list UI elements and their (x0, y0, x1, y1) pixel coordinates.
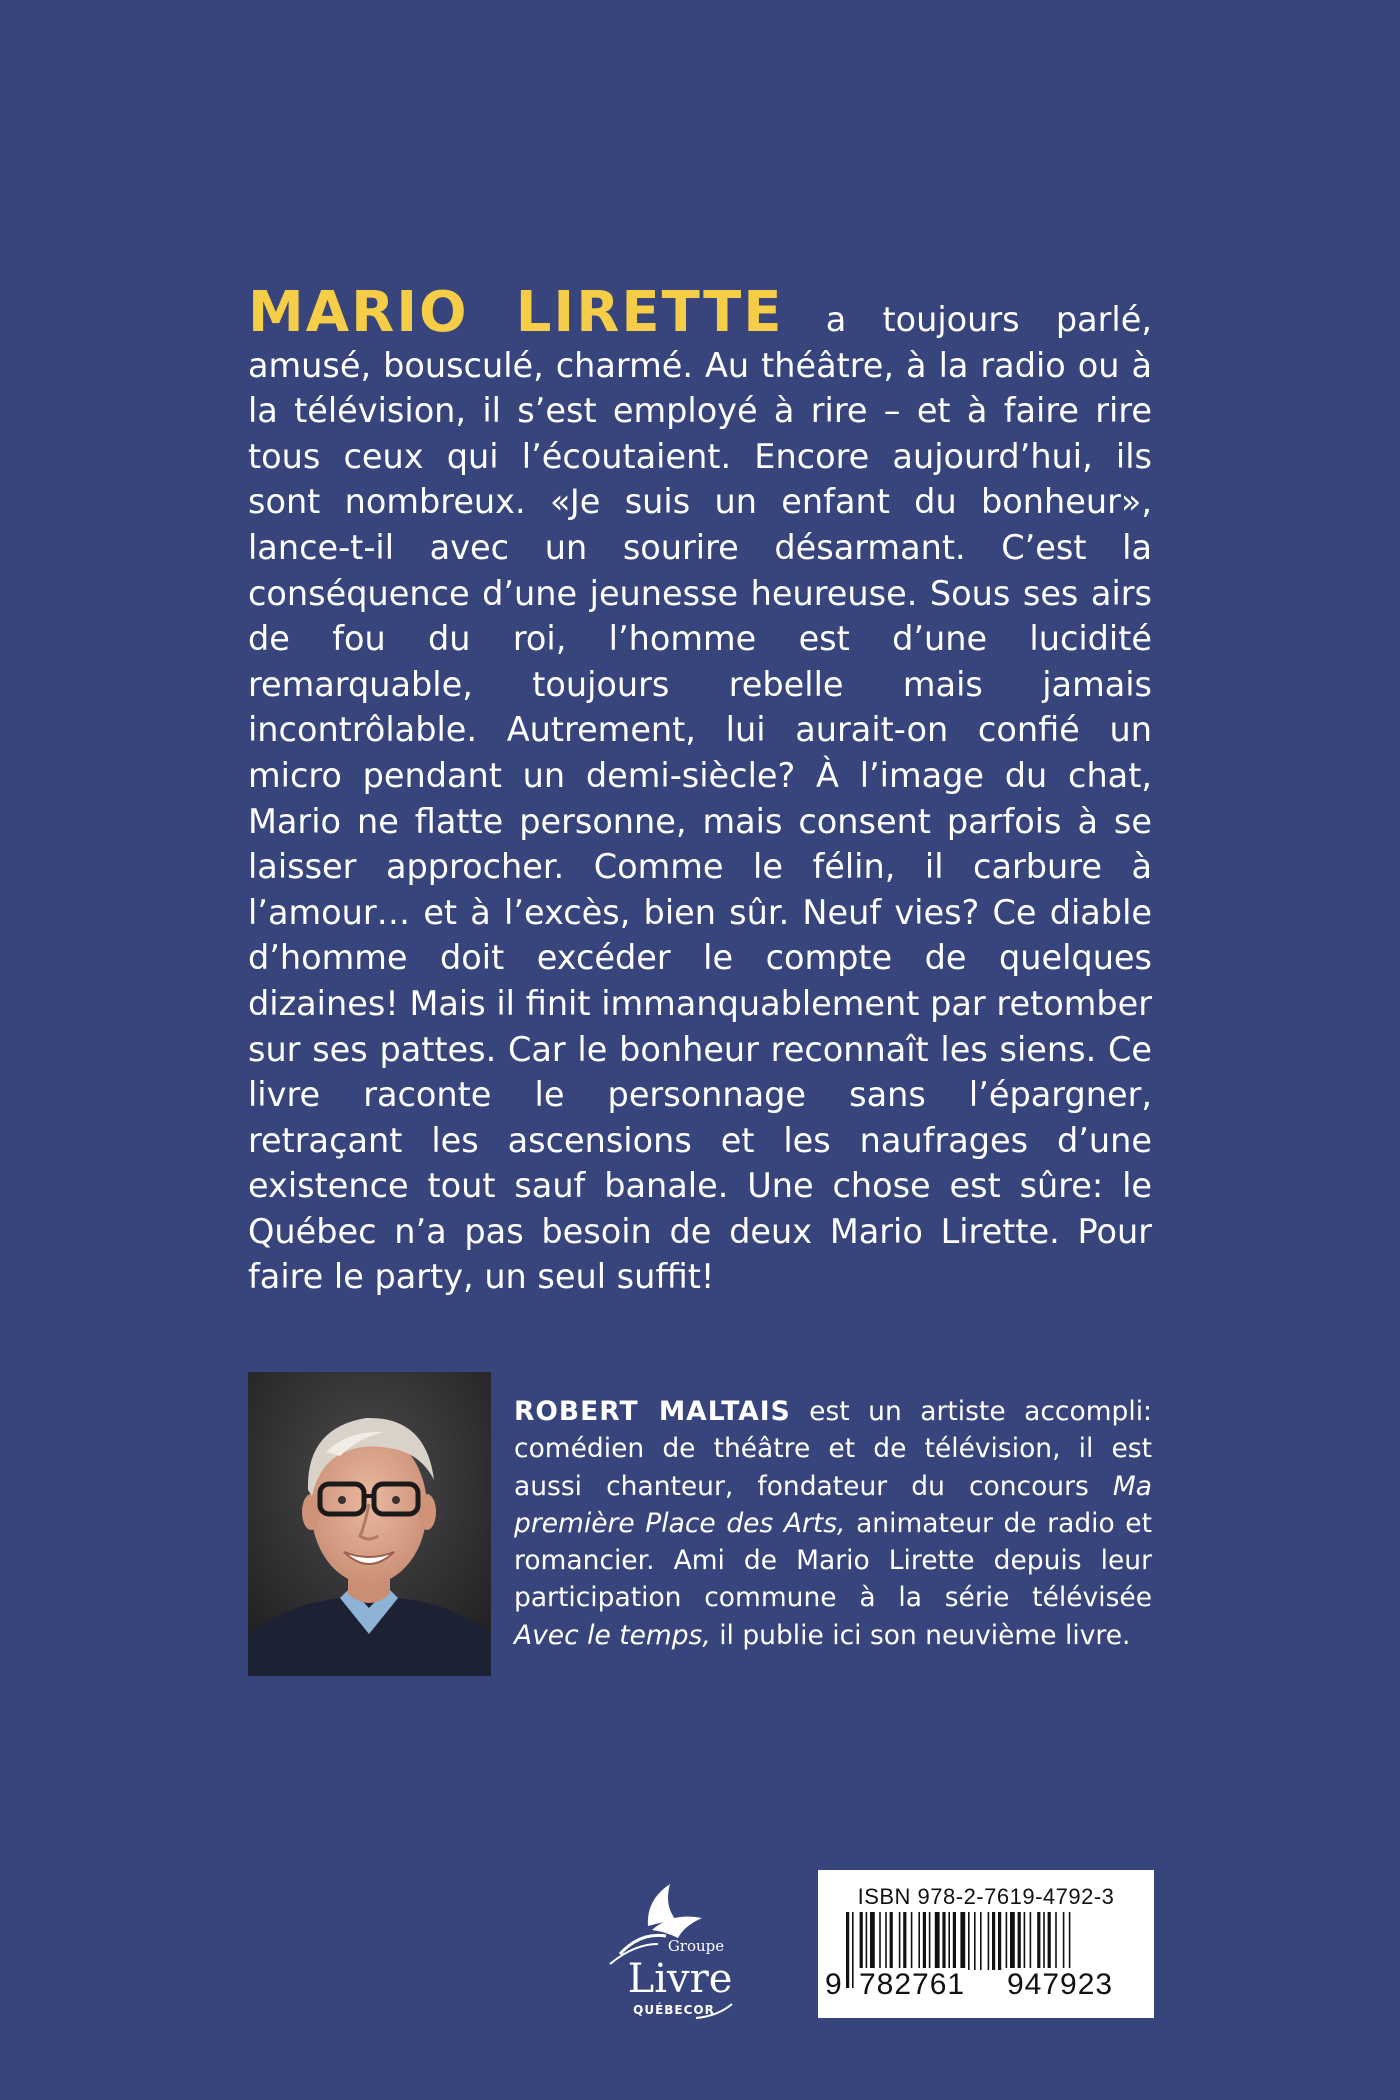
barcode-bar (935, 1912, 940, 1970)
barcode-bar (1037, 1912, 1040, 1970)
barcode-bar (1048, 1912, 1051, 1970)
publisher-group-label: Groupe (667, 1937, 725, 1955)
barcode-bar (1055, 1912, 1057, 1970)
barcode-bar (852, 1912, 854, 1988)
barcode-bar (929, 1912, 931, 1970)
author-bio (514, 1393, 1152, 1654)
publisher-logo (600, 1878, 750, 2038)
barcode-left-digits: 782761 (856, 1968, 968, 2002)
barcode-bar (885, 1912, 887, 1970)
barcode-bar (860, 1912, 863, 1970)
barcode-bar (911, 1912, 913, 1970)
blurb-subject-name: MARIO LIRETTE (248, 280, 784, 345)
barcode-bar (942, 1912, 945, 1970)
barcode-bar (1030, 1912, 1032, 1970)
blurb-text: a toujours parlé, amusé, bousculé, charmé. Au théâtre, à la radio ou à la télévision, il s’est employé à rire – et à faire rire tous ceux qui l’écoutaient. Encore aujourd’hui, ils sont nombreux. «Je suis un enfant du bonheur», lance-t-il avec un sourire désarmant. C’est la conséquence d’une jeunesse heureuse. Sous ses airs de fou du roi, l’homme est d’une lucidité remarquable, toujours rebelle mais jamais incontrôlable. Autrement, lui aurait-on confié un micro pendant un demi-siècle? À l’image du chat, Mario ne flatte personne, mais consent parfois à se laisser approcher. Comme le félin, il carbure à l’amour… et à l’excès, bien sûr. Neuf vies? Ce diable d’homme doit excéder le compte de quelques dizaines! Mais il finit immanquablement par retomber sur ses pattes. Car le bonheur reconnaît les siens. Ce livre raconte le personnage sans l’épargner, retraçant les ascensions et les naufrages d’une existence tout sauf banale. Une chose est sûre: le Québec n’a pas besoin de deux Mario Lirette. Pour faire le party, un seul suffit! (248, 300, 1152, 1297)
barcode-bar (903, 1912, 906, 1970)
barcode-bar (870, 1912, 875, 1970)
author-bio-text-2: animateur de radio et romancier. Ami de Mario Lirette depuis leur participation commune à la série télévisée (514, 1507, 1152, 1614)
barcode-bar (846, 1912, 849, 1988)
barcode-bar (992, 1912, 995, 1970)
barcode-bar (968, 1912, 970, 1970)
barcode-bar (988, 1912, 990, 1970)
isbn-label: ISBN 978-2-7619-4792-3 (857, 1884, 1115, 1909)
barcode-bar (879, 1912, 881, 1970)
barcode-bar (899, 1912, 901, 1970)
barcode-bar (1043, 1912, 1045, 1970)
isbn-barcode (818, 1870, 1154, 2018)
barcode-bar (923, 1912, 926, 1970)
blurb-paragraph (248, 280, 1152, 1300)
author-name: ROBERT MALTAIS (514, 1396, 791, 1427)
barcode-bar (998, 1912, 1001, 1970)
publisher-name: Livre (627, 1956, 733, 2002)
barcode-bar (974, 1912, 976, 1970)
barcode-bar (890, 1912, 893, 1970)
barcode-bar (948, 1912, 950, 1970)
barcode-bar (1006, 1912, 1008, 1970)
barcode-right-digits: 947923 (1004, 1968, 1116, 2002)
barcode-bar (866, 1912, 868, 1970)
barcode-bar (1010, 1912, 1015, 1970)
publisher-company: QUÉBECOR (633, 2003, 715, 2017)
barcode-first-digit: 9 (822, 1968, 846, 2002)
barcode-bar (1024, 1912, 1026, 1970)
author-bio-title-2: Avec le temps, (514, 1619, 711, 1651)
barcode-bar (918, 1912, 920, 1970)
barcode-bar (980, 1912, 982, 1970)
author-bio-title-1: Ma première Place des Arts, (514, 1470, 1152, 1539)
author-photo (248, 1372, 491, 1676)
author-bio-text-1: est un artiste accompli: comédien de théâtre et de télévision, il est aussi chanteur, fondateur du concours (514, 1396, 1152, 1502)
author-bio-text-3: il publie ici son neuvième livre. (710, 1619, 1131, 1651)
barcode-bar (1018, 1912, 1021, 1970)
